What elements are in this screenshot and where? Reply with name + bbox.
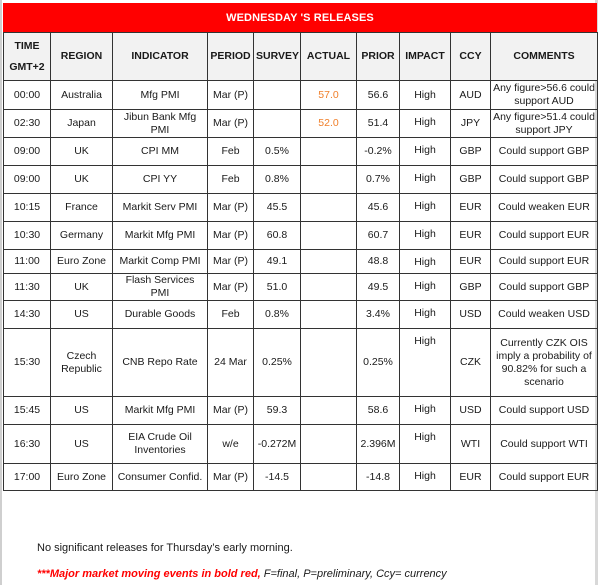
cell-prior: 56.6: [357, 81, 400, 110]
cell-region: UK: [51, 166, 113, 194]
table-row: [4, 110, 598, 138]
cell-period: 24 Mar: [208, 329, 254, 397]
cell-ccy: JPY: [451, 110, 491, 138]
cell-period: Feb: [208, 301, 254, 329]
cell-ccy: EUR: [451, 464, 491, 491]
releases-table: [3, 32, 598, 491]
cell-indicator: CPI MM: [113, 138, 208, 166]
cell-time: 15:30: [4, 329, 51, 397]
cell-region: Czech Republic: [51, 329, 113, 397]
col-header-ccy: CCY: [451, 33, 491, 81]
cell-survey: 0.8%: [254, 301, 301, 329]
cell-indicator: CPI YY: [113, 166, 208, 194]
cell-impact: High: [400, 138, 451, 166]
cell-prior: 0.25%: [357, 329, 400, 397]
cell-comments: Currently CZK OIS imply a probability of 90.82% for such a scenario: [491, 329, 598, 397]
cell-actual: [301, 194, 357, 222]
table-row: [4, 464, 598, 491]
cell-actual: [301, 329, 357, 397]
cell-time: 14:30: [4, 301, 51, 329]
table-title: WEDNESDAY 'S RELEASES: [3, 3, 597, 32]
cell-ccy: GBP: [451, 138, 491, 166]
cell-prior: 48.8: [357, 250, 400, 274]
cell-survey: 49.1: [254, 250, 301, 274]
cell-comments: Any figure>56.6 could support AUD: [491, 81, 598, 110]
cell-indicator: Markit Serv PMI: [113, 194, 208, 222]
cell-period: Feb: [208, 166, 254, 194]
table-row: [4, 138, 598, 166]
cell-actual: [301, 397, 357, 425]
cell-survey: 51.0: [254, 274, 301, 301]
cell-prior: -14.8: [357, 464, 400, 491]
cell-period: Mar (P): [208, 274, 254, 301]
cell-indicator: CNB Repo Rate: [113, 329, 208, 397]
table-row: [4, 274, 598, 301]
cell-ccy: USD: [451, 397, 491, 425]
cell-indicator: Consumer Confid.: [113, 464, 208, 491]
table-row: [4, 81, 598, 110]
cell-survey: 0.5%: [254, 138, 301, 166]
cell-region: Euro Zone: [51, 464, 113, 491]
cell-period: Feb: [208, 138, 254, 166]
cell-actual: [301, 250, 357, 274]
cell-comments: Any figure>51.4 could support JPY: [491, 110, 598, 138]
cell-comments: Could support GBP: [491, 166, 598, 194]
cell-region: US: [51, 425, 113, 464]
cell-time: 10:30: [4, 222, 51, 250]
table-row: [4, 301, 598, 329]
cell-ccy: USD: [451, 301, 491, 329]
cell-time: 09:00: [4, 138, 51, 166]
cell-region: US: [51, 301, 113, 329]
cell-ccy: GBP: [451, 274, 491, 301]
footer-legend-highlight: ***Major market moving events in bold red,: [37, 568, 261, 580]
column-header-row: [4, 33, 598, 81]
cell-impact: High: [400, 194, 451, 222]
cell-actual: [301, 222, 357, 250]
cell-prior: 51.4: [357, 110, 400, 138]
cell-survey: 0.8%: [254, 166, 301, 194]
cell-prior: 49.5: [357, 274, 400, 301]
cell-comments: Could support GBP: [491, 138, 598, 166]
cell-period: Mar (P): [208, 397, 254, 425]
cell-comments: Could support USD: [491, 397, 598, 425]
table-row: [4, 166, 598, 194]
cell-region: UK: [51, 138, 113, 166]
cell-ccy: EUR: [451, 250, 491, 274]
cell-impact: High: [400, 425, 451, 464]
cell-actual: [301, 464, 357, 491]
cell-survey: -0.272M: [254, 425, 301, 464]
table-row: [4, 397, 598, 425]
cell-indicator: Mfg PMI: [113, 81, 208, 110]
cell-indicator: Durable Goods: [113, 301, 208, 329]
cell-prior: -0.2%: [357, 138, 400, 166]
cell-time: 11:00: [4, 250, 51, 274]
cell-time: 10:15: [4, 194, 51, 222]
cell-indicator: Markit Mfg PMI: [113, 397, 208, 425]
col-header-actual: ACTUAL: [301, 33, 357, 81]
cell-region: France: [51, 194, 113, 222]
cell-impact: High: [400, 222, 451, 250]
cell-impact: High: [400, 329, 451, 397]
cell-impact: High: [400, 274, 451, 301]
cell-comments: Could support GBP: [491, 274, 598, 301]
table-row: [4, 425, 598, 464]
cell-survey: [254, 110, 301, 138]
cell-period: Mar (P): [208, 464, 254, 491]
cell-region: US: [51, 397, 113, 425]
footer-legend-text: F=final, P=preliminary, Ccy= currency: [260, 568, 447, 580]
cell-period: Mar (P): [208, 222, 254, 250]
cell-indicator: Markit Comp PMI: [113, 250, 208, 274]
cell-comments: Could weaken USD: [491, 301, 598, 329]
cell-time: 02:30: [4, 110, 51, 138]
cell-period: Mar (P): [208, 194, 254, 222]
cell-survey: 0.25%: [254, 329, 301, 397]
col-header-time: TIME GMT+2: [4, 33, 51, 81]
cell-time: 00:00: [4, 81, 51, 110]
cell-actual: 57.0: [301, 81, 357, 110]
cell-survey: 45.5: [254, 194, 301, 222]
cell-prior: 0.7%: [357, 166, 400, 194]
col-header-region: REGION: [51, 33, 113, 81]
table-row: [4, 194, 598, 222]
table-row: [4, 222, 598, 250]
cell-comments: Could weaken EUR: [491, 194, 598, 222]
cell-period: Mar (P): [208, 81, 254, 110]
cell-ccy: CZK: [451, 329, 491, 397]
cell-prior: 2.396M: [357, 425, 400, 464]
cell-ccy: EUR: [451, 222, 491, 250]
cell-impact: High: [400, 301, 451, 329]
cell-region: Germany: [51, 222, 113, 250]
cell-actual: [301, 138, 357, 166]
cell-indicator: EIA Crude Oil Inventories: [113, 425, 208, 464]
cell-time: 17:00: [4, 464, 51, 491]
cell-survey: -14.5: [254, 464, 301, 491]
cell-time: 11:30: [4, 274, 51, 301]
footer-legend: [37, 568, 447, 580]
cell-actual: [301, 301, 357, 329]
cell-impact: High: [400, 81, 451, 110]
cell-survey: 59.3: [254, 397, 301, 425]
cell-comments: Could support EUR: [491, 222, 598, 250]
cell-period: w/e: [208, 425, 254, 464]
col-header-comments: COMMENTS: [491, 33, 598, 81]
cell-ccy: EUR: [451, 194, 491, 222]
col-header-impact: IMPACT: [400, 33, 451, 81]
col-header-period: PERIOD: [208, 33, 254, 81]
cell-impact: High: [400, 464, 451, 491]
cell-ccy: WTI: [451, 425, 491, 464]
cell-region: UK: [51, 274, 113, 301]
cell-region: Australia: [51, 81, 113, 110]
cell-time: 09:00: [4, 166, 51, 194]
cell-impact: High: [400, 110, 451, 138]
cell-actual: 52.0: [301, 110, 357, 138]
cell-ccy: GBP: [451, 166, 491, 194]
cell-survey: [254, 81, 301, 110]
cell-period: Mar (P): [208, 110, 254, 138]
footer-note: No significant releases for Thursday’s early morning.: [37, 542, 293, 554]
cell-impact: High: [400, 166, 451, 194]
table-row: [4, 250, 598, 274]
cell-region: Japan: [51, 110, 113, 138]
table-row: [4, 329, 598, 397]
cell-prior: 58.6: [357, 397, 400, 425]
cell-impact: High: [400, 250, 451, 274]
cell-comments: Could support EUR: [491, 464, 598, 491]
cell-indicator: Jibun Bank Mfg PMI: [113, 110, 208, 138]
cell-prior: 3.4%: [357, 301, 400, 329]
cell-indicator: Markit Mfg PMI: [113, 222, 208, 250]
cell-prior: 60.7: [357, 222, 400, 250]
cell-impact: High: [400, 397, 451, 425]
col-header-indicator: INDICATOR: [113, 33, 208, 81]
cell-actual: [301, 425, 357, 464]
cell-comments: Could support EUR: [491, 250, 598, 274]
cell-time: 15:45: [4, 397, 51, 425]
cell-prior: 45.6: [357, 194, 400, 222]
cell-region: Euro Zone: [51, 250, 113, 274]
cell-indicator: Flash Services PMI: [113, 274, 208, 301]
cell-survey: 60.8: [254, 222, 301, 250]
col-header-survey: SURVEY: [254, 33, 301, 81]
cell-period: Mar (P): [208, 250, 254, 274]
cell-comments: Could support WTI: [491, 425, 598, 464]
cell-actual: [301, 274, 357, 301]
col-header-prior: PRIOR: [357, 33, 400, 81]
cell-time: 16:30: [4, 425, 51, 464]
cell-ccy: AUD: [451, 81, 491, 110]
cell-actual: [301, 166, 357, 194]
